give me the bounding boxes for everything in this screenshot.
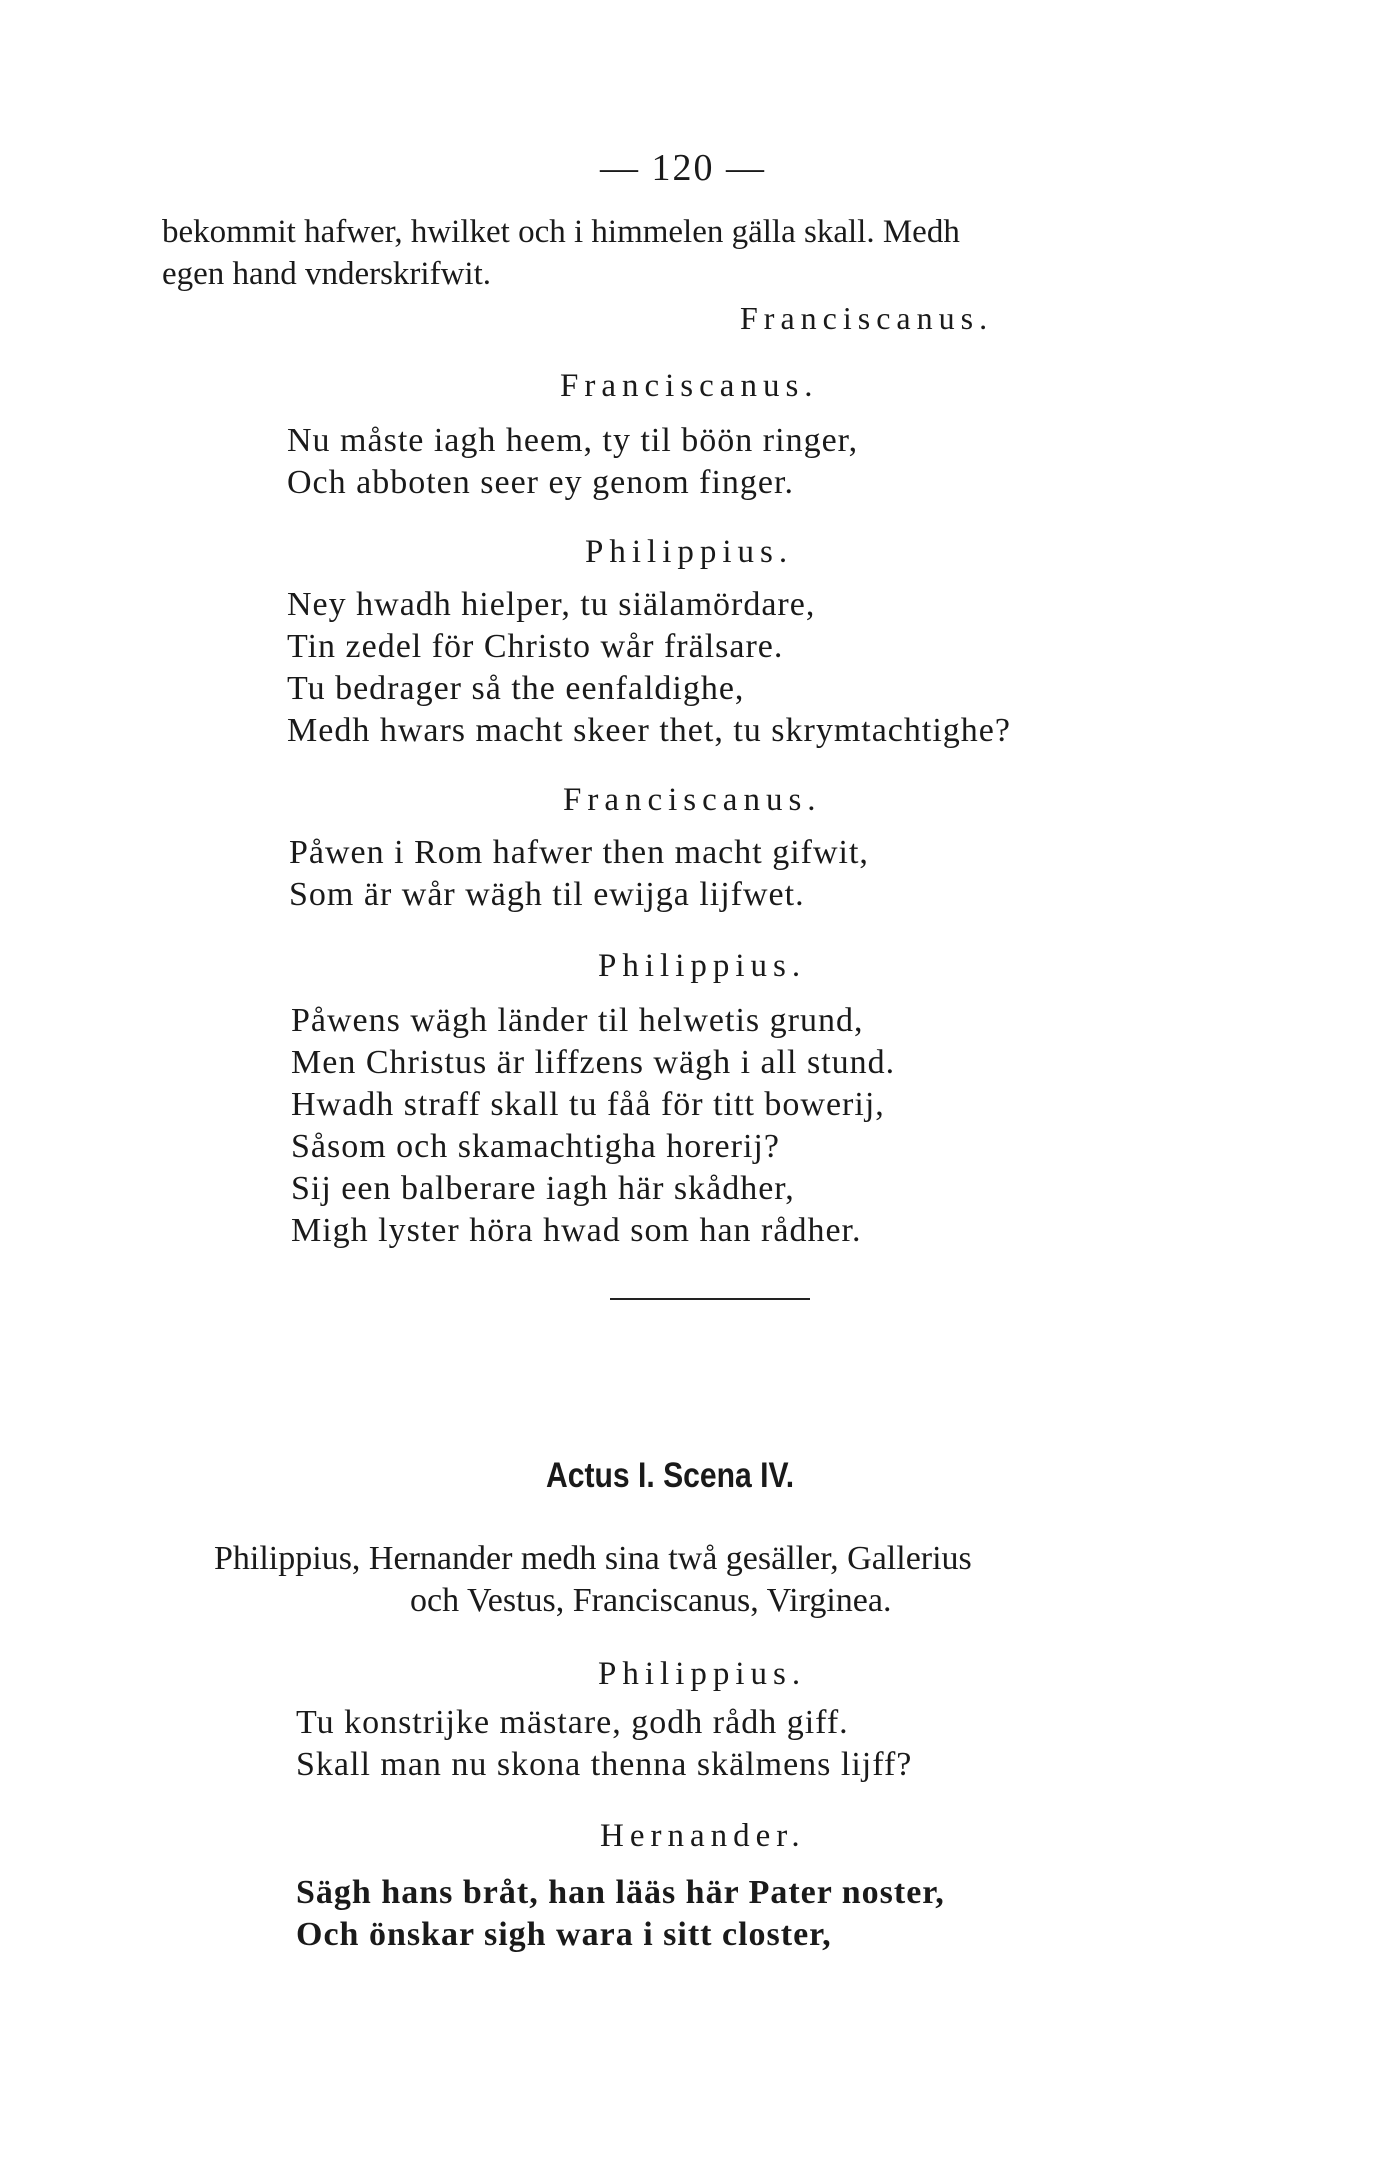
speaker-name: Philippius.	[585, 534, 794, 570]
scene-heading: Actus I. Scena IV.	[546, 1456, 795, 1495]
verse-line: Tin zedel för Christo wår frälsare.	[287, 628, 784, 665]
verse-line: Skall man nu skona thenna skälmens lijff?	[296, 1746, 913, 1783]
signature: Franciscanus.	[740, 300, 994, 336]
speaker-name: Philippius.	[598, 1656, 807, 1692]
cast-list-line: Philippius, Hernander medh sina twå gesäller, Gallerius	[214, 1540, 972, 1577]
verse-line: Tu konstrijke mästare, godh rådh giff.	[296, 1704, 849, 1741]
verse-line: Som är wår wägh til ewijga lijfwet.	[289, 876, 805, 913]
verse-line: Såsom och skamachtigha horerij?	[291, 1128, 780, 1165]
speaker-name: Philippius.	[598, 948, 807, 984]
section-divider	[610, 1298, 810, 1300]
verse-line: Påwens wägh länder til helwetis grund,	[291, 1002, 864, 1039]
verse-line: Sij een balberare iagh här skådher,	[291, 1170, 795, 1207]
prose-line: egen hand vnderskrifwit.	[162, 256, 491, 292]
verse-line: Medh hwars macht skeer thet, tu skrymtachtighe?	[287, 712, 1011, 749]
verse-line: Och önskar sigh wara i sitt closter,	[296, 1916, 832, 1953]
verse-line: Ney hwadh hielper, tu siälamördare,	[287, 586, 816, 623]
speaker-name: Hernander.	[600, 1818, 806, 1854]
verse-line: Sägh hans bråt, han lääs här Pater noster,	[296, 1874, 945, 1911]
page-number: — 120 —	[600, 147, 766, 189]
cast-list-line: och Vestus, Franciscanus, Virginea.	[410, 1582, 892, 1619]
verse-line: Nu måste iagh heem, ty til böön ringer,	[287, 422, 859, 459]
speaker-name: Franciscanus.	[560, 368, 819, 404]
verse-line: Migh lyster höra hwad som han rådher.	[291, 1212, 862, 1249]
verse-line: Och abboten seer ey genom finger.	[287, 464, 794, 501]
verse-line: Hwadh straff skall tu fåå för titt bowerij,	[291, 1086, 885, 1123]
verse-line: Påwen i Rom hafwer then macht gifwit,	[289, 834, 869, 871]
speaker-name: Franciscanus.	[563, 782, 822, 818]
verse-line: Tu bedrager så the eenfaldighe,	[287, 670, 745, 707]
prose-line: bekommit hafwer, hwilket och i himmelen gälla skall. Medh	[162, 214, 960, 250]
verse-line: Men Christus är liffzens wägh i all stund.	[291, 1044, 896, 1081]
